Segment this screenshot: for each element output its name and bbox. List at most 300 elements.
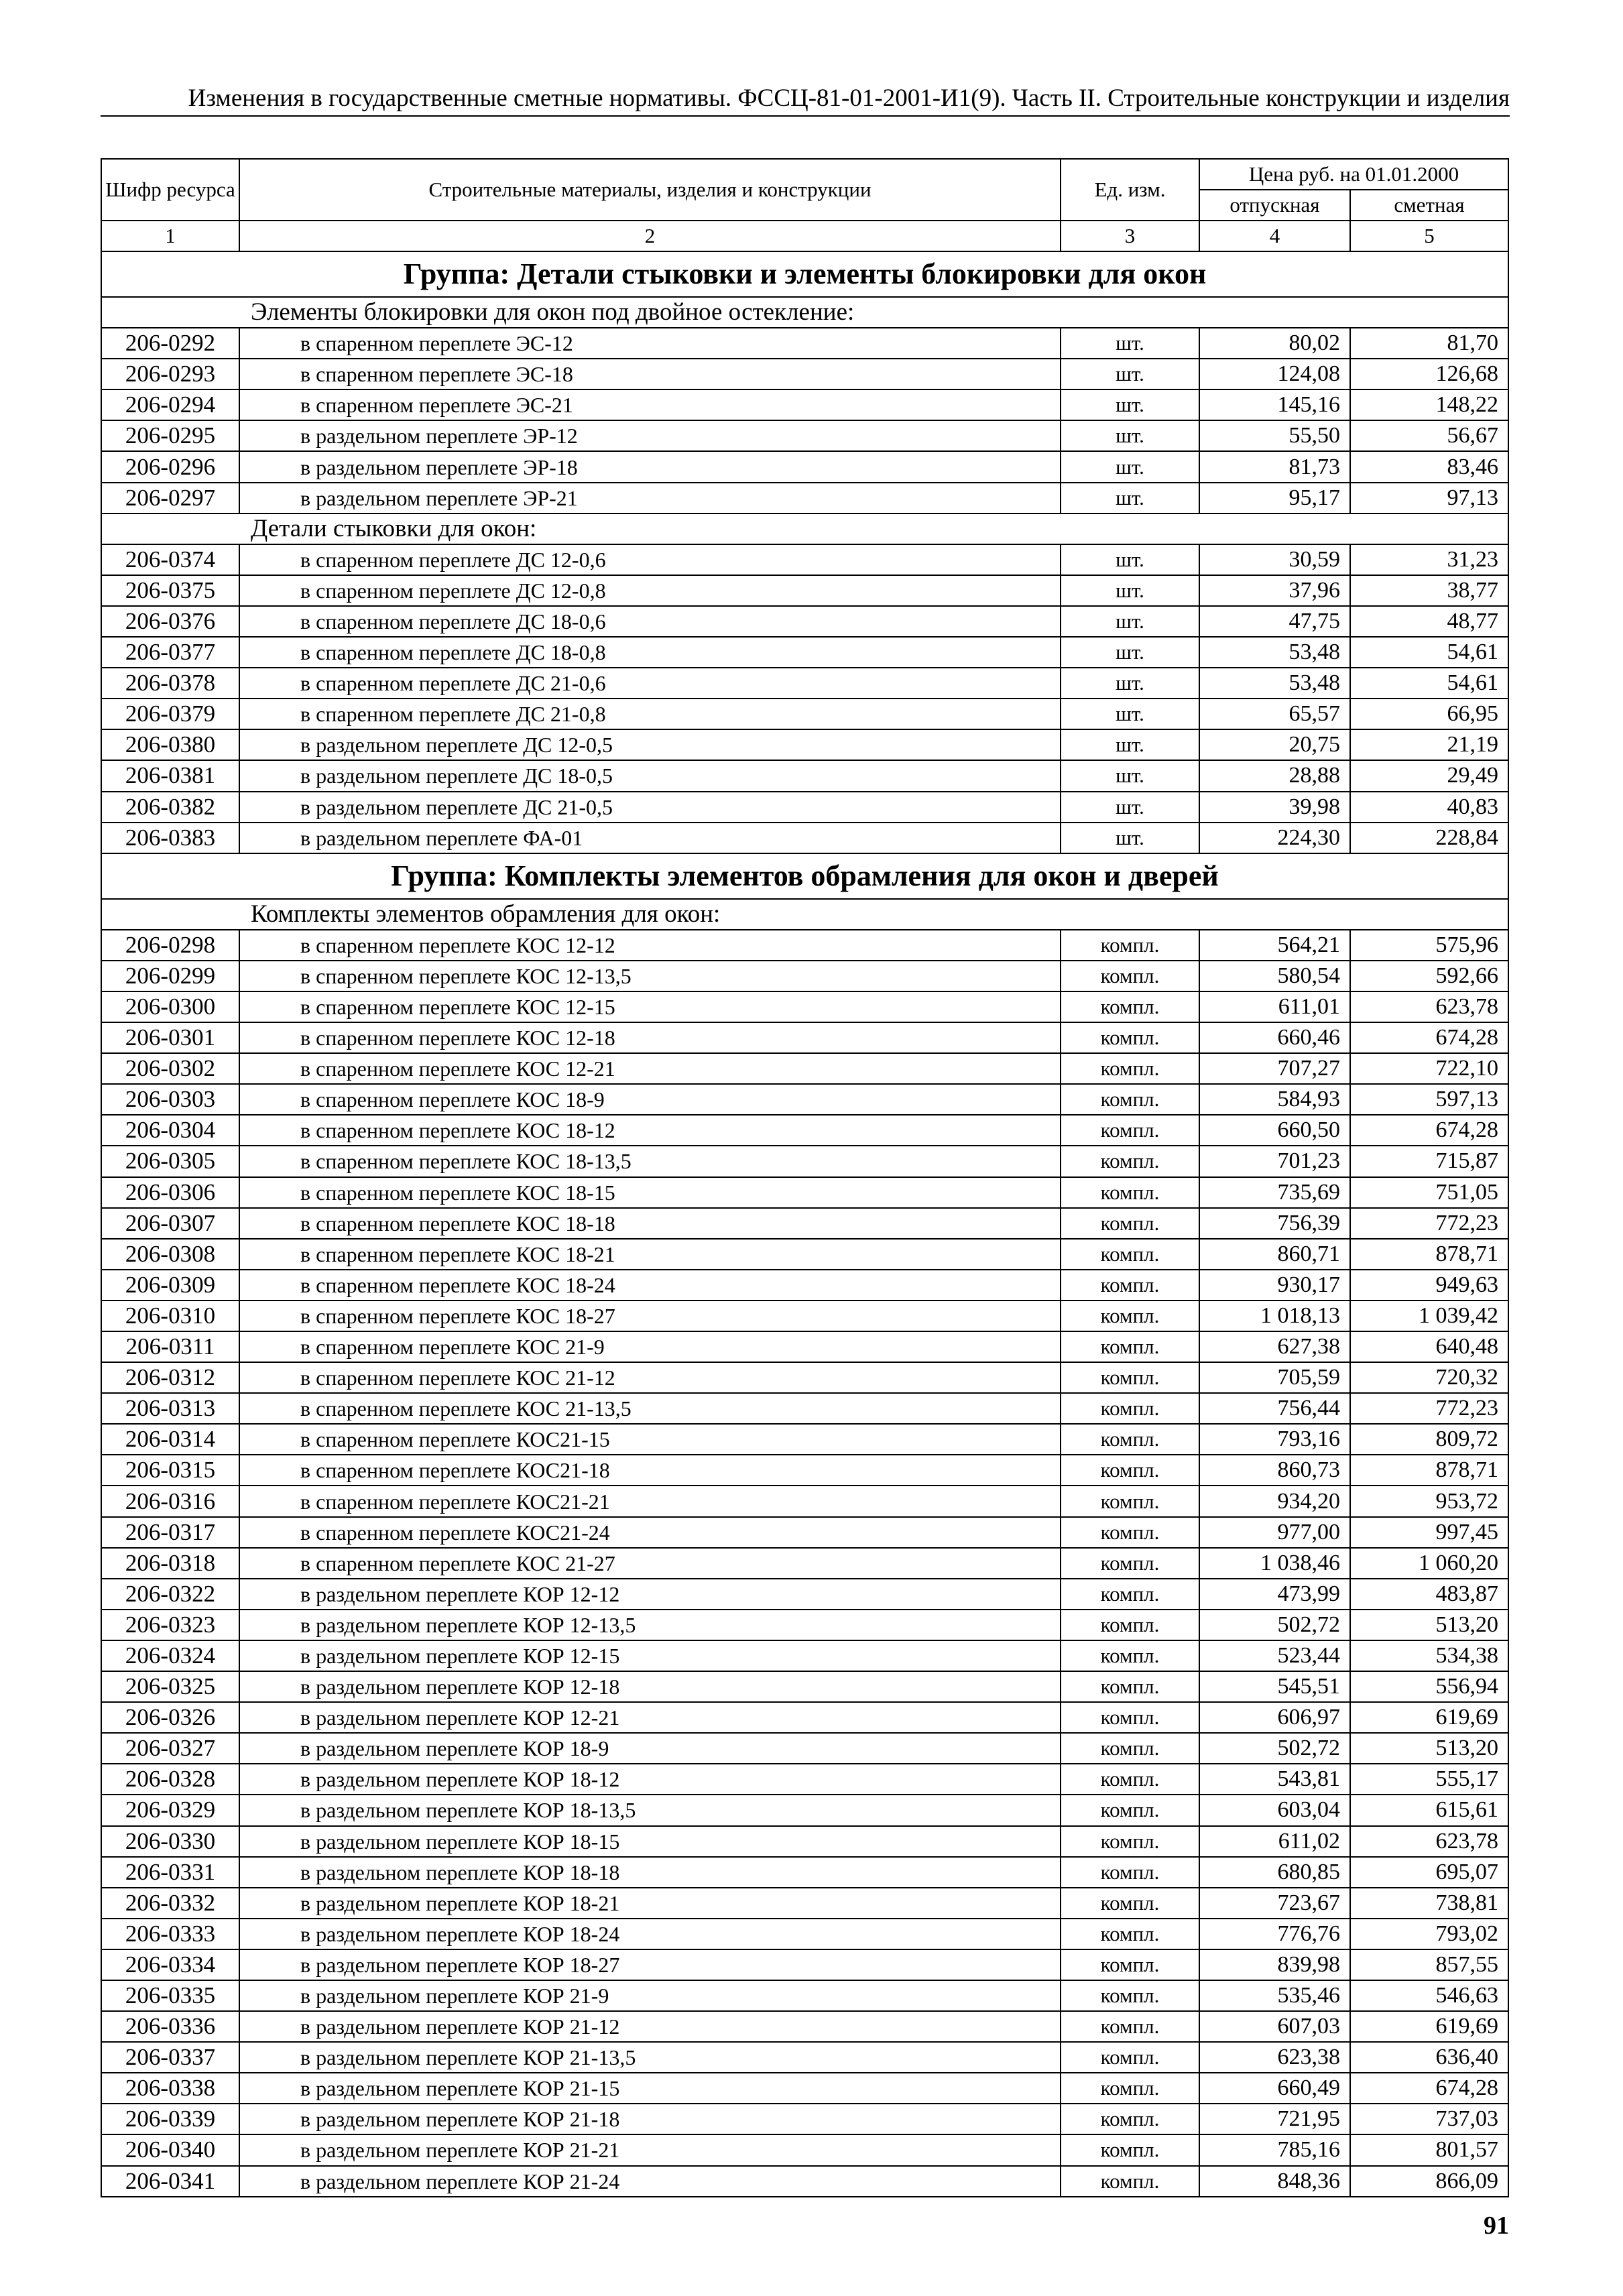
cell-estimate-price: 619,69 bbox=[1350, 1702, 1508, 1733]
cell-release-price: 848,36 bbox=[1199, 2166, 1350, 2197]
cell-unit: компл. bbox=[1061, 1084, 1199, 1115]
cell-estimate-price: 83,46 bbox=[1350, 451, 1508, 482]
table-row bbox=[101, 823, 1508, 853]
cell-release-price: 564,21 bbox=[1199, 930, 1350, 961]
cell-unit: шт. bbox=[1061, 359, 1199, 389]
cell-unit: компл. bbox=[1061, 930, 1199, 961]
table-row bbox=[101, 2166, 1508, 2197]
cell-name: в спаренном переплете КОС 18-13,5 bbox=[239, 1146, 1061, 1176]
cell-code: 206-0330 bbox=[101, 1826, 239, 1857]
cell-code: 206-0322 bbox=[101, 1579, 239, 1610]
group-title: Группа: Детали стыковки и элементы блокировки для окон bbox=[101, 251, 1508, 297]
cell-unit: компл. bbox=[1061, 1702, 1199, 1733]
cell-release-price: 20,75 bbox=[1199, 729, 1350, 760]
cell-release-price: 701,23 bbox=[1199, 1146, 1350, 1176]
table-row bbox=[101, 1826, 1508, 1857]
table-header bbox=[101, 159, 1508, 251]
table-row bbox=[101, 359, 1508, 389]
cell-release-price: 756,39 bbox=[1199, 1208, 1350, 1239]
col-number: 4 bbox=[1199, 221, 1350, 251]
table-row bbox=[101, 1888, 1508, 1919]
table-row bbox=[101, 420, 1508, 451]
cell-release-price: 785,16 bbox=[1199, 2134, 1350, 2165]
cell-unit: компл. bbox=[1061, 2104, 1199, 2134]
cell-unit: шт. bbox=[1061, 823, 1199, 853]
cell-estimate-price: 148,22 bbox=[1350, 389, 1508, 420]
cell-release-price: 860,73 bbox=[1199, 1455, 1350, 1486]
cell-estimate-price: 597,13 bbox=[1350, 1084, 1508, 1115]
cell-name: в спаренном переплете КОС 18-12 bbox=[239, 1115, 1061, 1146]
col-header-release: отпускная bbox=[1199, 190, 1350, 221]
cell-unit: компл. bbox=[1061, 1177, 1199, 1208]
cell-code: 206-0308 bbox=[101, 1239, 239, 1270]
cell-name: в раздельном переплете КОР 18-13,5 bbox=[239, 1795, 1061, 1825]
cell-code: 206-0313 bbox=[101, 1393, 239, 1424]
table-row bbox=[101, 1270, 1508, 1301]
cell-release-price: 930,17 bbox=[1199, 1270, 1350, 1301]
cell-unit: шт. bbox=[1061, 575, 1199, 606]
table-row bbox=[101, 1146, 1508, 1176]
cell-name: в раздельном переплете КОР 21-15 bbox=[239, 2073, 1061, 2104]
cell-name: в спаренном переплете КОС21-24 bbox=[239, 1517, 1061, 1548]
cell-code: 206-0293 bbox=[101, 359, 239, 389]
cell-estimate-price: 81,70 bbox=[1350, 328, 1508, 359]
table-row bbox=[101, 1053, 1508, 1084]
cell-release-price: 705,59 bbox=[1199, 1362, 1350, 1393]
cell-unit: компл. bbox=[1061, 1022, 1199, 1053]
table-row bbox=[101, 1022, 1508, 1053]
cell-code: 206-0338 bbox=[101, 2073, 239, 2104]
table-row bbox=[101, 1949, 1508, 1980]
table-row bbox=[101, 544, 1508, 575]
cell-unit: компл. bbox=[1061, 1208, 1199, 1239]
cell-code: 206-0294 bbox=[101, 389, 239, 420]
cell-estimate-price: 640,48 bbox=[1350, 1331, 1508, 1362]
cell-code: 206-0376 bbox=[101, 606, 239, 637]
col-number: 1 bbox=[101, 221, 239, 251]
cell-name: в раздельном переплете КОР 18-27 bbox=[239, 1949, 1061, 1980]
cell-release-price: 81,73 bbox=[1199, 451, 1350, 482]
cell-code: 206-0336 bbox=[101, 2011, 239, 2042]
cell-estimate-price: 878,71 bbox=[1350, 1239, 1508, 1270]
cell-code: 206-0305 bbox=[101, 1146, 239, 1176]
cell-unit: компл. bbox=[1061, 1826, 1199, 1857]
table-row bbox=[101, 1424, 1508, 1455]
cell-unit: компл. bbox=[1061, 1270, 1199, 1301]
cell-release-price: 80,02 bbox=[1199, 328, 1350, 359]
cell-unit: компл. bbox=[1061, 1888, 1199, 1919]
cell-code: 206-0295 bbox=[101, 420, 239, 451]
cell-unit: компл. bbox=[1061, 1053, 1199, 1084]
cell-code: 206-0302 bbox=[101, 1053, 239, 1084]
cell-code: 206-0339 bbox=[101, 2104, 239, 2134]
cell-unit: компл. bbox=[1061, 1146, 1199, 1176]
cell-name: в спаренном переплете КОС 18-15 bbox=[239, 1177, 1061, 1208]
cell-unit: компл. bbox=[1061, 1455, 1199, 1486]
cell-release-price: 30,59 bbox=[1199, 544, 1350, 575]
cell-estimate-price: 801,57 bbox=[1350, 2134, 1508, 2165]
cell-name: в спаренном переплете ДС 12-0,8 bbox=[239, 575, 1061, 606]
cell-unit: шт. bbox=[1061, 420, 1199, 451]
cell-unit: шт. bbox=[1061, 729, 1199, 760]
cell-name: в спаренном переплете КОС 21-9 bbox=[239, 1331, 1061, 1362]
cell-code: 206-0318 bbox=[101, 1548, 239, 1579]
cell-code: 206-0327 bbox=[101, 1733, 239, 1764]
cell-release-price: 1 038,46 bbox=[1199, 1548, 1350, 1579]
cell-estimate-price: 1 039,42 bbox=[1350, 1301, 1508, 1331]
cell-code: 206-0315 bbox=[101, 1455, 239, 1486]
table-row bbox=[101, 1795, 1508, 1825]
cell-unit: компл. bbox=[1061, 961, 1199, 991]
cell-name: в раздельном переплете КОР 18-12 bbox=[239, 1764, 1061, 1795]
cell-code: 206-0333 bbox=[101, 1919, 239, 1949]
col-number: 3 bbox=[1061, 221, 1199, 251]
cell-release-price: 611,01 bbox=[1199, 991, 1350, 1022]
cell-estimate-price: 513,20 bbox=[1350, 1610, 1508, 1640]
cell-unit: шт. bbox=[1061, 389, 1199, 420]
table-row bbox=[101, 1671, 1508, 1702]
cell-unit: компл. bbox=[1061, 1795, 1199, 1825]
cell-name: в раздельном переплете КОР 18-24 bbox=[239, 1919, 1061, 1949]
cell-name: в спаренном переплете КОС21-15 bbox=[239, 1424, 1061, 1455]
cell-unit: шт. bbox=[1061, 792, 1199, 823]
table-row bbox=[101, 1455, 1508, 1486]
cell-name: в раздельном переплете ДС 21-0,5 bbox=[239, 792, 1061, 823]
cell-unit: шт. bbox=[1061, 760, 1199, 791]
cell-unit: компл. bbox=[1061, 1949, 1199, 1980]
cell-estimate-price: 715,87 bbox=[1350, 1146, 1508, 1176]
cell-name: в раздельном переплете КОР 18-21 bbox=[239, 1888, 1061, 1919]
cell-code: 206-0325 bbox=[101, 1671, 239, 1702]
cell-estimate-price: 793,02 bbox=[1350, 1919, 1508, 1949]
table-row bbox=[101, 792, 1508, 823]
table-row bbox=[101, 1208, 1508, 1239]
table-row bbox=[101, 699, 1508, 729]
cell-release-price: 28,88 bbox=[1199, 760, 1350, 791]
cell-name: в раздельном переплете КОР 12-21 bbox=[239, 1702, 1061, 1733]
table-row bbox=[101, 1640, 1508, 1671]
cell-unit: шт. bbox=[1061, 606, 1199, 637]
cell-code: 206-0301 bbox=[101, 1022, 239, 1053]
group-title: Группа: Комплекты элементов обрамления для окон и дверей bbox=[101, 853, 1508, 899]
cell-release-price: 607,03 bbox=[1199, 2011, 1350, 2042]
cell-release-price: 39,98 bbox=[1199, 792, 1350, 823]
table-row bbox=[101, 2011, 1508, 2042]
cell-name: в раздельном переплете ДС 12-0,5 bbox=[239, 729, 1061, 760]
cell-unit: шт. bbox=[1061, 637, 1199, 668]
cell-unit: компл. bbox=[1061, 2011, 1199, 2042]
cell-estimate-price: 674,28 bbox=[1350, 2073, 1508, 2104]
cell-estimate-price: 483,87 bbox=[1350, 1579, 1508, 1610]
cell-name: в раздельном переплете КОР 21-24 bbox=[239, 2166, 1061, 2197]
cell-estimate-price: 29,49 bbox=[1350, 760, 1508, 791]
document-header: Изменения в государственные сметные нормативы. ФССЦ-81-01-2001-И1(9). Часть II. Строительные конструкции и изделия bbox=[101, 83, 1510, 117]
cell-unit: компл. bbox=[1061, 991, 1199, 1022]
table-row bbox=[101, 1733, 1508, 1764]
cell-release-price: 793,16 bbox=[1199, 1424, 1350, 1455]
group-row bbox=[101, 251, 1508, 297]
cell-unit: компл. bbox=[1061, 1733, 1199, 1764]
cell-code: 206-0298 bbox=[101, 930, 239, 961]
cell-estimate-price: 674,28 bbox=[1350, 1115, 1508, 1146]
cell-unit: компл. bbox=[1061, 1393, 1199, 1424]
cell-name: в спаренном переплете КОС21-18 bbox=[239, 1455, 1061, 1486]
cell-release-price: 473,99 bbox=[1199, 1579, 1350, 1610]
group-row bbox=[101, 853, 1508, 899]
cell-release-price: 606,97 bbox=[1199, 1702, 1350, 1733]
cell-release-price: 584,93 bbox=[1199, 1084, 1350, 1115]
cell-name: в раздельном переплете КОР 12-12 bbox=[239, 1579, 1061, 1610]
table-row bbox=[101, 575, 1508, 606]
cell-name: в спаренном переплете КОС 12-21 bbox=[239, 1053, 1061, 1084]
subgroup-row bbox=[101, 297, 1508, 328]
cell-code: 206-0341 bbox=[101, 2166, 239, 2197]
cell-code: 206-0381 bbox=[101, 760, 239, 791]
cell-unit: компл. bbox=[1061, 1610, 1199, 1640]
cell-name: в раздельном переплете ФА-01 bbox=[239, 823, 1061, 853]
cell-unit: компл. bbox=[1061, 1115, 1199, 1146]
cell-estimate-price: 97,13 bbox=[1350, 483, 1508, 513]
cell-name: в спаренном переплете КОС 12-15 bbox=[239, 991, 1061, 1022]
cell-code: 206-0309 bbox=[101, 1270, 239, 1301]
cell-unit: компл. bbox=[1061, 1671, 1199, 1702]
cell-estimate-price: 556,94 bbox=[1350, 1671, 1508, 1702]
cell-name: в спаренном переплете ДС 21-0,6 bbox=[239, 668, 1061, 699]
cell-name: в раздельном переплете КОР 18-9 bbox=[239, 1733, 1061, 1764]
cell-release-price: 535,46 bbox=[1199, 1980, 1350, 2011]
cell-estimate-price: 546,63 bbox=[1350, 1980, 1508, 2011]
cell-release-price: 735,69 bbox=[1199, 1177, 1350, 1208]
table-row bbox=[101, 1579, 1508, 1610]
cell-unit: шт. bbox=[1061, 328, 1199, 359]
cell-unit: компл. bbox=[1061, 1764, 1199, 1795]
cell-code: 206-0328 bbox=[101, 1764, 239, 1795]
cell-name: в спаренном переплете КОС 21-13,5 bbox=[239, 1393, 1061, 1424]
col-number: 2 bbox=[239, 221, 1061, 251]
cell-name: в раздельном переплете ЭР-21 bbox=[239, 483, 1061, 513]
cell-code: 206-0326 bbox=[101, 1702, 239, 1733]
cell-estimate-price: 1 060,20 bbox=[1350, 1548, 1508, 1579]
cell-code: 206-0296 bbox=[101, 451, 239, 482]
table-row bbox=[101, 637, 1508, 668]
cell-code: 206-0382 bbox=[101, 792, 239, 823]
cell-code: 206-0377 bbox=[101, 637, 239, 668]
table-row bbox=[101, 606, 1508, 637]
cell-release-price: 723,67 bbox=[1199, 1888, 1350, 1919]
cell-estimate-price: 997,45 bbox=[1350, 1517, 1508, 1548]
cell-release-price: 55,50 bbox=[1199, 420, 1350, 451]
table-row bbox=[101, 2073, 1508, 2104]
cell-estimate-price: 738,81 bbox=[1350, 1888, 1508, 1919]
cell-unit: компл. bbox=[1061, 1301, 1199, 1331]
col-number: 5 bbox=[1350, 221, 1508, 251]
cell-release-price: 502,72 bbox=[1199, 1610, 1350, 1640]
cell-estimate-price: 857,55 bbox=[1350, 1949, 1508, 1980]
cell-release-price: 660,50 bbox=[1199, 1115, 1350, 1146]
cell-name: в спаренном переплете ЭС-18 bbox=[239, 359, 1061, 389]
cell-estimate-price: 619,69 bbox=[1350, 2011, 1508, 2042]
cell-name: в спаренном переплете ЭС-12 bbox=[239, 328, 1061, 359]
cell-release-price: 860,71 bbox=[1199, 1239, 1350, 1270]
cell-release-price: 721,95 bbox=[1199, 2104, 1350, 2134]
cell-name: в спаренном переплете ЭС-21 bbox=[239, 389, 1061, 420]
cell-unit: компл. bbox=[1061, 1239, 1199, 1270]
cell-unit: шт. bbox=[1061, 483, 1199, 513]
cell-name: в спаренном переплете КОС 18-9 bbox=[239, 1084, 1061, 1115]
cell-release-price: 839,98 bbox=[1199, 1949, 1350, 1980]
cell-release-price: 47,75 bbox=[1199, 606, 1350, 637]
cell-name: в раздельном переплете КОР 18-18 bbox=[239, 1857, 1061, 1888]
table-row bbox=[101, 1084, 1508, 1115]
table-row bbox=[101, 1362, 1508, 1393]
table-row bbox=[101, 1177, 1508, 1208]
cell-name: в спаренном переплете ДС 12-0,6 bbox=[239, 544, 1061, 575]
cell-release-price: 95,17 bbox=[1199, 483, 1350, 513]
cell-release-price: 124,08 bbox=[1199, 359, 1350, 389]
cell-name: в спаренном переплете КОС 12-12 bbox=[239, 930, 1061, 961]
cell-estimate-price: 751,05 bbox=[1350, 1177, 1508, 1208]
cell-release-price: 776,76 bbox=[1199, 1919, 1350, 1949]
cell-name: в спаренном переплете ДС 18-0,6 bbox=[239, 606, 1061, 637]
col-header-name: Строительные материалы, изделия и конструкции bbox=[239, 159, 1061, 221]
cell-unit: компл. bbox=[1061, 1640, 1199, 1671]
cell-unit: шт. bbox=[1061, 668, 1199, 699]
cell-code: 206-0306 bbox=[101, 1177, 239, 1208]
cell-name: в раздельном переплете КОР 21-9 bbox=[239, 1980, 1061, 2011]
cell-code: 206-0311 bbox=[101, 1331, 239, 1362]
cell-code: 206-0312 bbox=[101, 1362, 239, 1393]
table-body bbox=[101, 251, 1508, 2197]
table-row bbox=[101, 760, 1508, 791]
cell-name: в спаренном переплете ДС 21-0,8 bbox=[239, 699, 1061, 729]
cell-unit: компл. bbox=[1061, 1362, 1199, 1393]
cell-estimate-price: 623,78 bbox=[1350, 991, 1508, 1022]
cell-name: в раздельном переплете КОР 21-21 bbox=[239, 2134, 1061, 2165]
cell-code: 206-0323 bbox=[101, 1610, 239, 1640]
cell-estimate-price: 623,78 bbox=[1350, 1826, 1508, 1857]
cell-name: в спаренном переплете КОС 21-27 bbox=[239, 1548, 1061, 1579]
cell-code: 206-0380 bbox=[101, 729, 239, 760]
col-header-unit: Ед. изм. bbox=[1061, 159, 1199, 221]
cell-release-price: 224,30 bbox=[1199, 823, 1350, 853]
price-table bbox=[101, 158, 1509, 2197]
subgroup-row bbox=[101, 899, 1508, 930]
cell-release-price: 580,54 bbox=[1199, 961, 1350, 991]
cell-code: 206-0324 bbox=[101, 1640, 239, 1671]
cell-unit: компл. bbox=[1061, 1548, 1199, 1579]
col-header-price: Цена руб. на 01.01.2000 bbox=[1199, 159, 1508, 190]
cell-estimate-price: 126,68 bbox=[1350, 359, 1508, 389]
cell-release-price: 627,38 bbox=[1199, 1331, 1350, 1362]
cell-estimate-price: 772,23 bbox=[1350, 1208, 1508, 1239]
cell-unit: компл. bbox=[1061, 1517, 1199, 1548]
subgroup-title: Элементы блокировки для окон под двойное остекление: bbox=[101, 297, 1508, 328]
cell-code: 206-0317 bbox=[101, 1517, 239, 1548]
cell-estimate-price: 720,32 bbox=[1350, 1362, 1508, 1393]
cell-unit: компл. bbox=[1061, 1424, 1199, 1455]
cell-code: 206-0303 bbox=[101, 1084, 239, 1115]
table-row bbox=[101, 1980, 1508, 2011]
cell-name: в спаренном переплете КОС 18-21 bbox=[239, 1239, 1061, 1270]
table-row bbox=[101, 1857, 1508, 1888]
cell-release-price: 502,72 bbox=[1199, 1733, 1350, 1764]
subgroup-title: Детали стыковки для окон: bbox=[101, 513, 1508, 544]
table-row bbox=[101, 1393, 1508, 1424]
cell-estimate-price: 695,07 bbox=[1350, 1857, 1508, 1888]
cell-release-price: 53,48 bbox=[1199, 668, 1350, 699]
cell-estimate-price: 54,61 bbox=[1350, 668, 1508, 699]
cell-code: 206-0383 bbox=[101, 823, 239, 853]
cell-code: 206-0374 bbox=[101, 544, 239, 575]
cell-estimate-price: 722,10 bbox=[1350, 1053, 1508, 1084]
table-row bbox=[101, 961, 1508, 991]
cell-release-price: 37,96 bbox=[1199, 575, 1350, 606]
cell-code: 206-0297 bbox=[101, 483, 239, 513]
cell-name: в спаренном переплете КОС 12-13,5 bbox=[239, 961, 1061, 991]
table-row bbox=[101, 1301, 1508, 1331]
cell-name: в раздельном переплете КОР 21-18 bbox=[239, 2104, 1061, 2134]
cell-estimate-price: 40,83 bbox=[1350, 792, 1508, 823]
cell-estimate-price: 772,23 bbox=[1350, 1393, 1508, 1424]
cell-code: 206-0375 bbox=[101, 575, 239, 606]
cell-release-price: 603,04 bbox=[1199, 1795, 1350, 1825]
table-row bbox=[101, 483, 1508, 513]
subgroup-title: Комплекты элементов обрамления для окон: bbox=[101, 899, 1508, 930]
cell-estimate-price: 615,61 bbox=[1350, 1795, 1508, 1825]
cell-name: в раздельном переплете ДС 18-0,5 bbox=[239, 760, 1061, 791]
cell-estimate-price: 674,28 bbox=[1350, 1022, 1508, 1053]
cell-release-price: 145,16 bbox=[1199, 389, 1350, 420]
cell-release-price: 934,20 bbox=[1199, 1486, 1350, 1516]
cell-estimate-price: 555,17 bbox=[1350, 1764, 1508, 1795]
cell-name: в раздельном переплете КОР 18-15 bbox=[239, 1826, 1061, 1857]
page-number: 91 bbox=[1484, 2212, 1509, 2240]
cell-code: 206-0337 bbox=[101, 2042, 239, 2073]
cell-unit: компл. bbox=[1061, 2166, 1199, 2197]
cell-code: 206-0299 bbox=[101, 961, 239, 991]
cell-estimate-price: 38,77 bbox=[1350, 575, 1508, 606]
table-row bbox=[101, 451, 1508, 482]
cell-code: 206-0331 bbox=[101, 1857, 239, 1888]
cell-estimate-price: 54,61 bbox=[1350, 637, 1508, 668]
cell-unit: шт. bbox=[1061, 544, 1199, 575]
cell-release-price: 611,02 bbox=[1199, 1826, 1350, 1857]
cell-release-price: 65,57 bbox=[1199, 699, 1350, 729]
cell-unit: шт. bbox=[1061, 699, 1199, 729]
table-row bbox=[101, 1610, 1508, 1640]
cell-estimate-price: 809,72 bbox=[1350, 1424, 1508, 1455]
table-row bbox=[101, 1702, 1508, 1733]
table-row bbox=[101, 1548, 1508, 1579]
cell-code: 206-0334 bbox=[101, 1949, 239, 1980]
table-row bbox=[101, 2134, 1508, 2165]
cell-unit: компл. bbox=[1061, 1579, 1199, 1610]
cell-unit: компл. bbox=[1061, 1980, 1199, 2011]
cell-estimate-price: 31,23 bbox=[1350, 544, 1508, 575]
cell-name: в спаренном переплете КОС 12-18 bbox=[239, 1022, 1061, 1053]
table-row bbox=[101, 389, 1508, 420]
table-row bbox=[101, 668, 1508, 699]
cell-unit: шт. bbox=[1061, 451, 1199, 482]
cell-name: в раздельном переплете КОР 12-15 bbox=[239, 1640, 1061, 1671]
cell-name: в спаренном переплете КОС 18-27 bbox=[239, 1301, 1061, 1331]
cell-code: 206-0379 bbox=[101, 699, 239, 729]
cell-release-price: 543,81 bbox=[1199, 1764, 1350, 1795]
table-row bbox=[101, 1115, 1508, 1146]
table-row bbox=[101, 1919, 1508, 1949]
cell-estimate-price: 228,84 bbox=[1350, 823, 1508, 853]
cell-code: 206-0335 bbox=[101, 1980, 239, 2011]
